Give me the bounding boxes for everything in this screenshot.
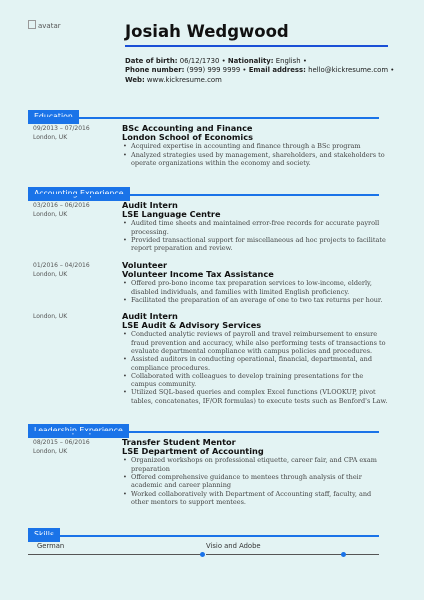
section-rule bbox=[28, 194, 379, 196]
entry-body bbox=[122, 438, 388, 506]
entry-meta bbox=[33, 261, 113, 279]
entry-dates: 08/2015 – 06/2016 bbox=[33, 439, 90, 446]
bullet: • Provided transactional support for miscellaneous ad hoc projects to facilitate report preparation and review. bbox=[122, 236, 388, 253]
entry-location: London, UK bbox=[33, 313, 68, 320]
phone-label: Phone number: bbox=[125, 66, 185, 75]
email-value[interactable]: hello@kickresume.com bbox=[308, 66, 389, 75]
email-label: Email address: bbox=[248, 66, 306, 75]
bullet: • Audited time sheets and maintained error-free records for accurate payroll processing. bbox=[122, 219, 388, 236]
skill-bar-visio-adobe bbox=[206, 554, 379, 555]
entry-meta bbox=[33, 438, 113, 456]
entry-body bbox=[122, 201, 388, 253]
entry-org: London School of Economics bbox=[122, 132, 253, 143]
broken-image-icon bbox=[28, 20, 36, 29]
dob-label: Date of birth: bbox=[125, 57, 178, 65]
contact-row-web bbox=[125, 76, 394, 85]
phone-value: (999) 999 9999 bbox=[186, 66, 241, 75]
section-education bbox=[28, 104, 385, 167]
skill-level-visio-adobe bbox=[341, 552, 346, 557]
entry-meta bbox=[33, 201, 113, 219]
entry-body bbox=[122, 261, 388, 304]
bullet: • Worked collaboratively with Department of Accounting staff, faculty, and other mentors to support mentees. bbox=[122, 490, 388, 507]
entry-title: Audit Intern bbox=[122, 200, 178, 210]
bullet: • Analyzed strategies used by management, shareholders, and stakeholders to operate organizations within the economy and society. bbox=[122, 151, 388, 168]
skill-name-visio-adobe: Visio and Adobe bbox=[206, 542, 261, 550]
web-label: Web: bbox=[125, 75, 145, 84]
section-rule bbox=[28, 117, 379, 119]
candidate-name: Josiah Wedgwood bbox=[125, 22, 289, 41]
bullet: • Offered pro-bono income tax preparation services to low-income, elderly, disabled individuals, and families with limited English proficiency. bbox=[122, 279, 388, 296]
entry-location: London, UK bbox=[33, 448, 68, 455]
bullet: • Facilitated the preparation of an average of one to two tax returns per hour. bbox=[122, 296, 388, 304]
contact-row-personal: Date of birth: 06/12/1730 • Nationality: English • bbox=[125, 57, 307, 65]
entry-meta bbox=[33, 124, 113, 142]
bullet: • Utilized SQL-based queries and complex Excel functions (VLOOKUP, pivot tables, concatenates, IF/OR formulas) to execute tests such as Benford's Law. bbox=[122, 388, 388, 405]
skill-level-german bbox=[200, 552, 205, 557]
entry-bullets bbox=[122, 142, 388, 167]
bullet: • Acquired expertise in accounting and finance through a BSc program bbox=[122, 142, 388, 150]
entry-dates: 09/2013 – 07/2016 bbox=[33, 125, 90, 132]
bullet: • Offered comprehensive guidance to mentees through analysis of their academic and career planning bbox=[122, 473, 388, 490]
section-skills bbox=[28, 522, 379, 550]
avatar-alt: avatar bbox=[38, 22, 61, 30]
contact-row-phone-email: Phone number: (999) 999 9999 • Email address: hello@kickresume.com • bbox=[125, 66, 395, 75]
section-rule bbox=[28, 431, 379, 433]
nationality-value: English bbox=[275, 57, 301, 65]
entry-org: LSE Audit & Advisory Services bbox=[122, 320, 262, 331]
web-value[interactable]: www.kickresume.com bbox=[146, 75, 222, 84]
entry-location: London, UK bbox=[33, 271, 68, 278]
entry-bullets bbox=[122, 219, 388, 252]
dob-value: 06/12/1730 bbox=[179, 57, 220, 65]
entry-dates: 01/2016 – 04/2016 bbox=[33, 262, 90, 269]
avatar bbox=[28, 20, 108, 100]
entry-title: Audit Intern bbox=[122, 311, 178, 321]
bullet: • Organized workshops on professional etiquette, career fair, and CPA exam preparation bbox=[122, 456, 388, 473]
entry-title: Transfer Student Mentor bbox=[122, 437, 236, 447]
entry-org: Volunteer Income Tax Assistance bbox=[122, 269, 274, 280]
section-leadership-experience bbox=[28, 418, 379, 506]
entry-location: London, UK bbox=[33, 134, 68, 141]
entry-location: London, UK bbox=[33, 211, 68, 218]
entry-org: LSE Language Centre bbox=[122, 209, 221, 220]
entry-title: BSc Accounting and Finance bbox=[122, 123, 253, 133]
skill-bar-german bbox=[28, 554, 203, 555]
entry-body bbox=[122, 312, 388, 405]
section-rule bbox=[28, 535, 379, 537]
entry-meta bbox=[33, 312, 113, 321]
entry-bullets bbox=[122, 330, 388, 405]
nationality-label: Nationality: bbox=[227, 57, 274, 65]
bullet: • Assisted auditors in conducting operational, financial, departmental, and compliance procedures. bbox=[122, 355, 388, 372]
entry-bullets bbox=[122, 279, 388, 304]
bullet: • Collaborated with colleagues to develop training presentations for the campus community. bbox=[122, 372, 388, 389]
entry-title: Volunteer bbox=[122, 260, 168, 270]
entry-bullets bbox=[122, 456, 388, 506]
bullet: • Conducted analytic reviews of payroll and travel reimbursement to ensure fraud prevention and accuracy, while also performing tests of transactions to evaluate departmental compliance with campus policies and procedures. bbox=[122, 330, 388, 355]
section-accounting-experience bbox=[28, 181, 388, 405]
name-underline bbox=[125, 45, 388, 47]
entry-dates: 03/2016 – 06/2016 bbox=[33, 202, 90, 209]
skill-name-german: German bbox=[37, 542, 65, 550]
entry-org: LSE Department of Accounting bbox=[122, 446, 264, 457]
entry-body bbox=[122, 124, 388, 167]
contact-info bbox=[125, 57, 394, 85]
